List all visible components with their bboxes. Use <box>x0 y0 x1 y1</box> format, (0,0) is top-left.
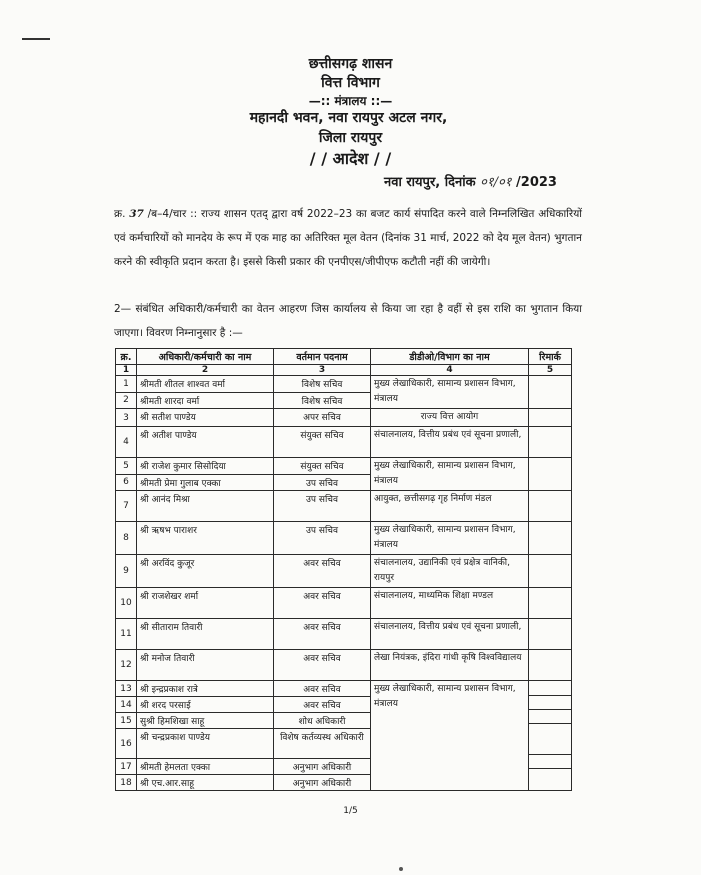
col-number: 4 <box>371 365 529 376</box>
table-row <box>116 619 572 650</box>
header-sn: क्र. <box>116 349 137 365</box>
row-sn: 8 <box>116 522 137 555</box>
row-name: श्री मनोज तिवारी <box>137 650 274 681</box>
row-sn: 12 <box>116 650 137 681</box>
date-handwritten: ०१/०१ <box>480 175 512 190</box>
row-remark <box>529 619 572 650</box>
table-row <box>116 588 572 619</box>
row-department: मुख्य लेखाधिकारी, सामान्य प्रशासन विभाग, मंत्रालय <box>371 376 529 409</box>
row-name: श्री सतीश पाण्डेय <box>137 409 274 427</box>
row-sn: 5 <box>116 458 137 475</box>
row-name: श्री इन्द्रप्रकाश रात्रे <box>137 681 274 697</box>
row-designation: विशेष सचिव <box>274 376 371 393</box>
row-designation: संयुक्त सचिव <box>274 458 371 475</box>
row-name: श्री अरविंद कुजूर <box>137 555 274 588</box>
row-designation: अवर सचिव <box>274 555 371 588</box>
row-remark <box>529 555 572 588</box>
district-line: जिला रायपुर <box>318 130 383 146</box>
row-name: श्री शरद परसाई <box>137 697 274 713</box>
row-name: श्री चन्द्रप्रकाश पाण्डेय <box>137 729 274 759</box>
col-number: 5 <box>529 365 572 376</box>
row-department: मुख्य लेखाधिकारी, सामान्य प्रशासन विभाग, मंत्रालय <box>371 681 529 791</box>
col-number: 1 <box>116 365 137 376</box>
row-designation: शोध अधिकारी <box>274 713 371 729</box>
table-row <box>116 522 572 555</box>
row-remark <box>529 376 572 409</box>
row-remark <box>529 491 572 522</box>
order-date <box>384 172 557 190</box>
speck-mark <box>399 867 403 871</box>
row-sn: 9 <box>116 555 137 588</box>
row-department: मुख्य लेखाधिकारी, सामान्य प्रशासन विभाग, मंत्रालय <box>371 522 529 555</box>
row-name: श्री ऋषभ पाराशर <box>137 522 274 555</box>
row-name: श्री राजशेखर शर्मा <box>137 588 274 619</box>
row-designation: अनुभाग अधिकारी <box>274 759 371 775</box>
row-designation: अवर सचिव <box>274 697 371 713</box>
row-sn: 15 <box>116 713 137 729</box>
table-row <box>116 491 572 522</box>
order-paragraph-1-text: /ब–4/चार :: राज्य शासन एतद् द्वारा वर्ष 2022–23 का बजट कार्य संपादित करने वाले निम्नलिखित अधिकारियों एवं कर्मचारियों को मानदेय के रूप में एक माह का अतिरिक्त मूल वेतन (दिनांक 31 मार्च, 2022 को देय मूल वेतन) भुगतान करने की स्वीकृति प्रदान करता है। इससे किसी प्रकार की एनपीएस/जीपीएफ कटौती नहीं की जायेगी। <box>114 208 582 268</box>
row-name: श्री अतीश पाण्डेय <box>137 427 274 458</box>
table-row <box>116 555 572 588</box>
row-designation: अवर सचिव <box>274 588 371 619</box>
row-designation: अवर सचिव <box>274 619 371 650</box>
page-number: 1/5 <box>343 806 358 816</box>
table-header-row <box>116 349 572 365</box>
row-designation: उप सचिव <box>274 522 371 555</box>
row-designation: अनुभाग अधिकारी <box>274 775 371 791</box>
row-designation: विशेष कर्तव्यस्थ अधिकारी <box>274 729 371 759</box>
table-column-number-row <box>116 365 572 376</box>
col-number: 3 <box>274 365 371 376</box>
row-department: संचालनालय, माध्यमिक शिक्षा मण्डल <box>371 588 529 619</box>
row-department: राज्य वित्त आयोग <box>371 409 529 427</box>
row-designation: अपर सचिव <box>274 409 371 427</box>
row-name: श्रीमती शीतल शाश्वत वर्मा <box>137 376 274 393</box>
department-name: वित्त विभाग <box>321 75 380 91</box>
order-paragraph-2: 2— संबंधित अधिकारी/कर्मचारी का वेतन आहरण जिस कार्यालय से किया जा रहा है वहीं से इस राशि का भुगतान किया जाएगा। विवरण निम्नानुसार है :— <box>114 303 582 339</box>
order-no-prefix: क्र. <box>114 208 126 220</box>
row-department: आयुक्त, छत्तीसगढ़ गृह निर्माण मंडल <box>371 491 529 522</box>
staff-table <box>115 348 572 791</box>
date-suffix: /2023 <box>516 175 557 190</box>
row-name: श्रीमती हेमलता एक्का <box>137 759 274 775</box>
row-designation: उप सचिव <box>274 491 371 522</box>
row-sn: 7 <box>116 491 137 522</box>
row-sn: 10 <box>116 588 137 619</box>
row-department: संचालनालय, वित्तीय प्रबंध एवं सूचना प्रणाली, <box>371 619 529 650</box>
ministry-label: —:: मंत्रालय ::— <box>308 94 393 108</box>
table-row <box>116 458 572 475</box>
header-department: डीडीओ/विभाग का नाम <box>371 349 529 365</box>
row-name: श्री एच.आर.साहू <box>137 775 274 791</box>
row-sn: 6 <box>116 474 137 491</box>
row-designation: अवर सचिव <box>274 681 371 697</box>
row-sn: 11 <box>116 619 137 650</box>
row-remark <box>529 681 572 791</box>
row-department: संचालनालय, उद्यानिकी एवं प्रक्षेत्र वानिकी, रायपुर <box>371 555 529 588</box>
row-department: संचालनालय, वित्तीय प्रबंध एवं सूचना प्रणाली, <box>371 427 529 458</box>
row-sn: 13 <box>116 681 137 697</box>
row-name: श्रीमती शारदा वर्मा <box>137 392 274 409</box>
row-sn: 17 <box>116 759 137 775</box>
order-paragraph-1 <box>114 202 582 274</box>
row-sn: 14 <box>116 697 137 713</box>
order-no-handwritten: 37 <box>129 208 144 220</box>
row-remark <box>529 522 572 555</box>
row-designation: संयुक्त सचिव <box>274 427 371 458</box>
row-name: श्रीमती प्रेमा गुलाब एक्का <box>137 474 274 491</box>
table-row <box>116 427 572 458</box>
table-row <box>116 681 572 697</box>
row-sn: 18 <box>116 775 137 791</box>
row-name: श्री आनंद मिश्रा <box>137 491 274 522</box>
row-sn: 1 <box>116 376 137 393</box>
row-remark <box>529 458 572 491</box>
col-number: 2 <box>137 365 274 376</box>
row-name: सुश्री हिमशिखा साहू <box>137 713 274 729</box>
row-remark <box>529 409 572 427</box>
row-sn: 3 <box>116 409 137 427</box>
header-name: अधिकारी/कर्मचारी का नाम <box>137 349 274 365</box>
row-name: श्री राजेश कुमार सिसोदिया <box>137 458 274 475</box>
table-row <box>116 650 572 681</box>
row-department: लेखा नियंत्रक, इंदिरा गांधी कृषि विश्वविद्यालय <box>371 650 529 681</box>
row-sn: 16 <box>116 729 137 759</box>
row-remark <box>529 588 572 619</box>
date-prefix: नवा रायपुर, दिनांक <box>384 175 476 190</box>
margin-dash <box>22 38 50 40</box>
row-designation: उप सचिव <box>274 474 371 491</box>
row-designation: अवर सचिव <box>274 650 371 681</box>
header-remark: रिमार्क <box>529 349 572 365</box>
address-line: महानदी भवन, नवा रायपुर अटल नगर, <box>249 110 448 126</box>
row-department: मुख्य लेखाधिकारी, सामान्य प्रशासन विभाग, मंत्रालय <box>371 458 529 491</box>
row-remark <box>529 427 572 458</box>
table-row <box>116 376 572 393</box>
table-row <box>116 409 572 427</box>
row-designation: विशेष सचिव <box>274 392 371 409</box>
row-sn: 4 <box>116 427 137 458</box>
govt-name: छत्तीसगढ़ शासन <box>308 56 393 72</box>
row-sn: 2 <box>116 392 137 409</box>
order-heading: / / आदेश / / <box>309 149 392 168</box>
row-remark <box>529 650 572 681</box>
header-designation: वर्तमान पदनाम <box>274 349 371 365</box>
row-name: श्री सीताराम तिवारी <box>137 619 274 650</box>
